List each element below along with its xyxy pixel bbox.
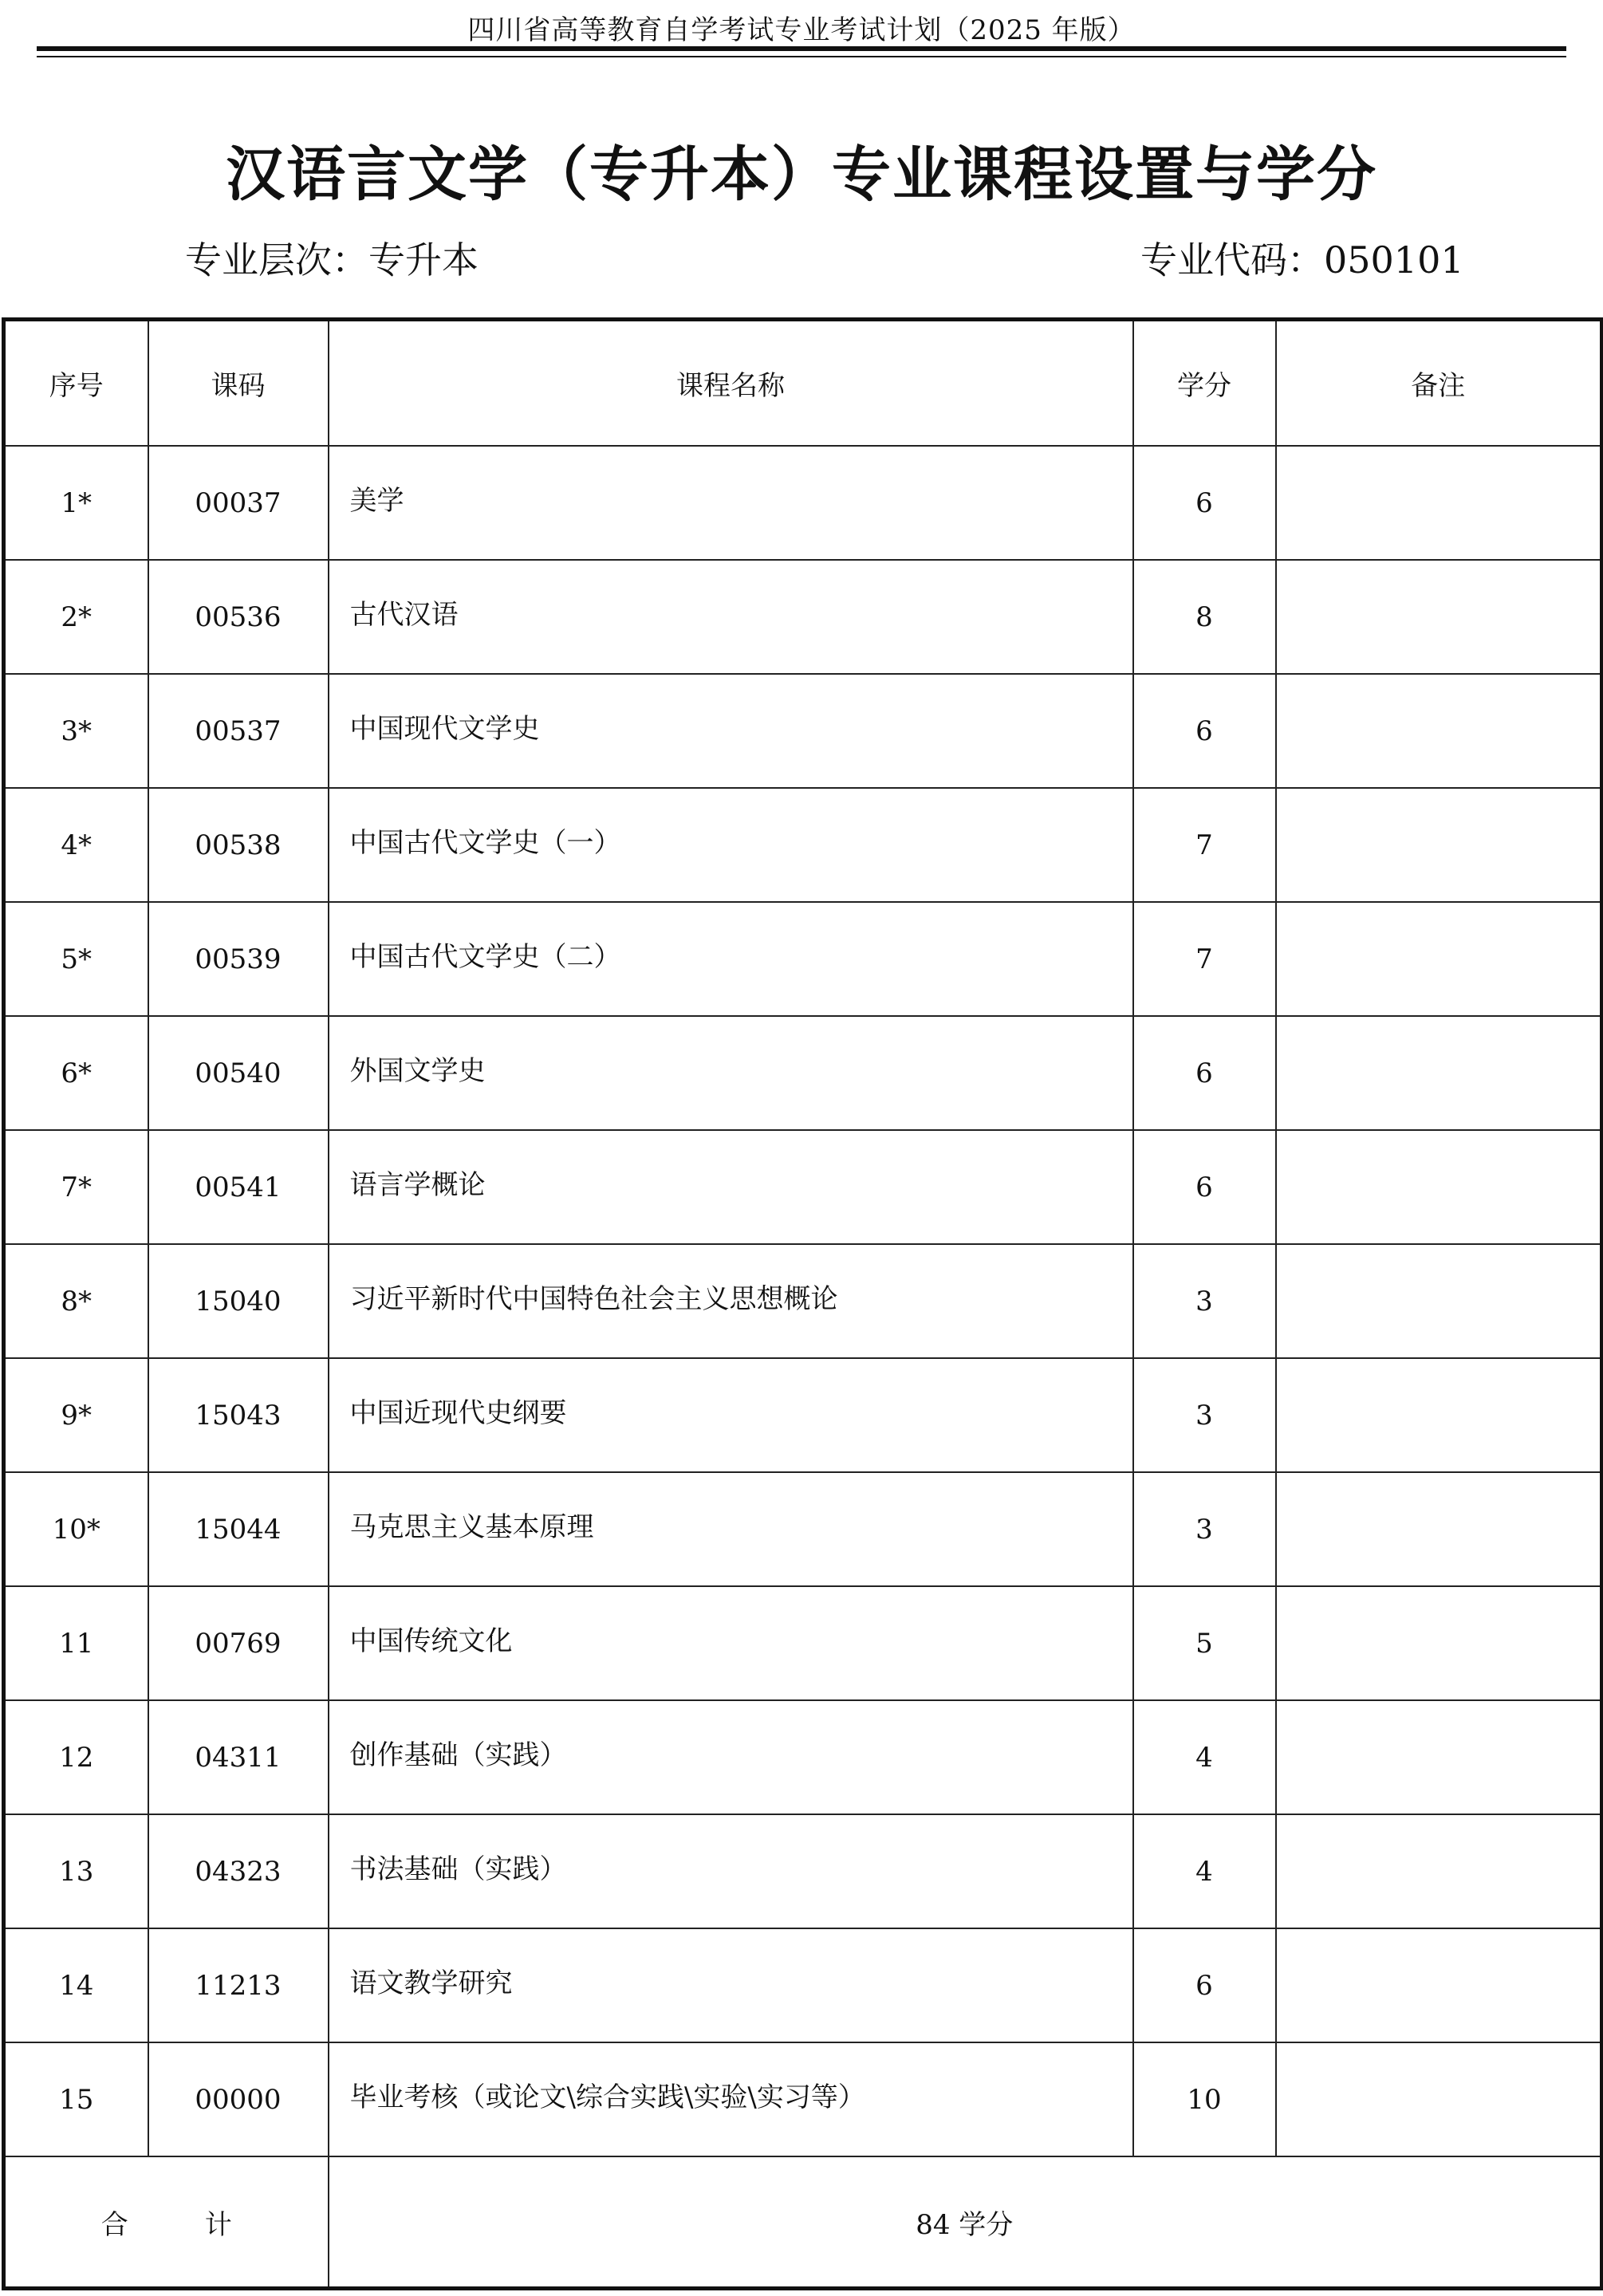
cell-credits: 10 (1133, 2042, 1276, 2156)
total-label (4, 2156, 329, 2289)
table-row (4, 674, 1602, 788)
cell-credits: 6 (1133, 674, 1276, 788)
header-rule-thick (37, 46, 1566, 51)
cell-code: 15044 (148, 1472, 329, 1586)
cell-code: 04311 (148, 1700, 329, 1814)
cell-index: 14 (4, 1928, 148, 2042)
cell-remarks (1276, 1244, 1602, 1358)
cell-code: 15043 (148, 1358, 329, 1472)
table-header-row (4, 320, 1602, 447)
total-label-b: 计 (204, 2208, 232, 2241)
table-row (4, 446, 1602, 560)
cell-code: 00536 (148, 560, 329, 674)
cell-credits: 8 (1133, 560, 1276, 674)
cell-name: 书法基础（实践） (329, 1814, 1133, 1928)
cell-code: 00769 (148, 1586, 329, 1700)
cell-index: 3* (4, 674, 148, 788)
cell-name: 中国传统文化 (329, 1586, 1133, 1700)
cell-remarks (1276, 446, 1602, 560)
cell-credits: 3 (1133, 1472, 1276, 1586)
cell-name: 古代汉语 (329, 560, 1133, 674)
cell-credits: 6 (1133, 1928, 1276, 2042)
table-row (4, 1130, 1602, 1244)
cell-code: 00537 (148, 674, 329, 788)
table-row (4, 2042, 1602, 2156)
header-index: 序号 (4, 320, 148, 447)
cell-code: 00540 (148, 1016, 329, 1130)
cell-code: 00037 (148, 446, 329, 560)
cell-remarks (1276, 1358, 1602, 1472)
cell-credits: 6 (1133, 446, 1276, 560)
total-row (4, 2156, 1602, 2289)
cell-credits: 3 (1133, 1244, 1276, 1358)
cell-index: 7* (4, 1130, 148, 1244)
table-row (4, 1016, 1602, 1130)
cell-remarks (1276, 1586, 1602, 1700)
cell-credits: 4 (1133, 1814, 1276, 1928)
cell-remarks (1276, 2042, 1602, 2156)
cell-index: 1* (4, 446, 148, 560)
major-level-value: 专升本 (368, 238, 479, 282)
cell-name: 美学 (329, 446, 1133, 560)
cell-index: 15 (4, 2042, 148, 2156)
cell-remarks (1276, 1130, 1602, 1244)
cell-name: 外国文学史 (329, 1016, 1133, 1130)
major-code-value: 050101 (1324, 238, 1464, 282)
cell-credits: 7 (1133, 902, 1276, 1016)
cell-index: 2* (4, 560, 148, 674)
cell-name: 毕业考核（或论文\综合实践\实验\实习等） (329, 2042, 1133, 2156)
cell-remarks (1276, 1700, 1602, 1814)
header-name: 课程名称 (329, 320, 1133, 447)
table-row (4, 1814, 1602, 1928)
cell-index: 12 (4, 1700, 148, 1814)
total-value: 84 学分 (329, 2156, 1602, 2289)
cell-index: 4* (4, 788, 148, 902)
major-level (185, 231, 479, 284)
cell-remarks (1276, 560, 1602, 674)
table-row (4, 788, 1602, 902)
header-credits: 学分 (1133, 320, 1276, 447)
cell-name: 马克思主义基本原理 (329, 1472, 1133, 1586)
table-row (4, 1928, 1602, 2042)
table-row (4, 1358, 1602, 1472)
cell-credits: 6 (1133, 1016, 1276, 1130)
cell-name: 语言学概论 (329, 1130, 1133, 1244)
table-row (4, 560, 1602, 674)
major-code (1140, 231, 1464, 284)
cell-index: 8* (4, 1244, 148, 1358)
running-header: 四川省高等教育自学考试专业考试计划（2025 年版） (467, 14, 1136, 46)
cell-credits: 4 (1133, 1700, 1276, 1814)
table-row (4, 902, 1602, 1016)
cell-remarks (1276, 674, 1602, 788)
cell-name: 语文教学研究 (329, 1928, 1133, 2042)
cell-code: 00539 (148, 902, 329, 1016)
header-rule-thin (37, 56, 1566, 57)
cell-remarks (1276, 1928, 1602, 2042)
page-title: 汉语言文学（专升本）专业课程设置与学分 (226, 140, 1377, 209)
cell-remarks (1276, 1814, 1602, 1928)
table-row (4, 1586, 1602, 1700)
major-level-label: 专业层次： (185, 238, 368, 282)
course-table (2, 317, 1603, 2290)
cell-credits: 6 (1133, 1130, 1276, 1244)
cell-name: 中国近现代史纲要 (329, 1358, 1133, 1472)
cell-index: 9* (4, 1358, 148, 1472)
cell-remarks (1276, 788, 1602, 902)
cell-name: 中国古代文学史（一） (329, 788, 1133, 902)
cell-credits: 5 (1133, 1586, 1276, 1700)
cell-code: 15040 (148, 1244, 329, 1358)
cell-index: 11 (4, 1586, 148, 1700)
cell-code: 04323 (148, 1814, 329, 1928)
major-code-label: 专业代码： (1140, 238, 1324, 282)
cell-code: 00000 (148, 2042, 329, 2156)
cell-remarks (1276, 1472, 1602, 1586)
cell-remarks (1276, 902, 1602, 1016)
table-row (4, 1244, 1602, 1358)
cell-index: 6* (4, 1016, 148, 1130)
cell-name: 创作基础（实践） (329, 1700, 1133, 1814)
cell-index: 5* (4, 902, 148, 1016)
cell-name: 习近平新时代中国特色社会主义思想概论 (329, 1244, 1133, 1358)
cell-index: 10* (4, 1472, 148, 1586)
cell-index: 13 (4, 1814, 148, 1928)
cell-remarks (1276, 1016, 1602, 1130)
header-remarks: 备注 (1276, 320, 1602, 447)
cell-code: 00538 (148, 788, 329, 902)
table-row (4, 1700, 1602, 1814)
cell-name: 中国古代文学史（二） (329, 902, 1133, 1016)
cell-code: 00541 (148, 1130, 329, 1244)
header-code: 课码 (148, 320, 329, 447)
cell-code: 11213 (148, 1928, 329, 2042)
cell-name: 中国现代文学史 (329, 674, 1133, 788)
cell-credits: 3 (1133, 1358, 1276, 1472)
total-label-a: 合 (100, 2208, 128, 2241)
course-rows (4, 446, 1602, 2156)
cell-credits: 7 (1133, 788, 1276, 902)
table-row (4, 1472, 1602, 1586)
